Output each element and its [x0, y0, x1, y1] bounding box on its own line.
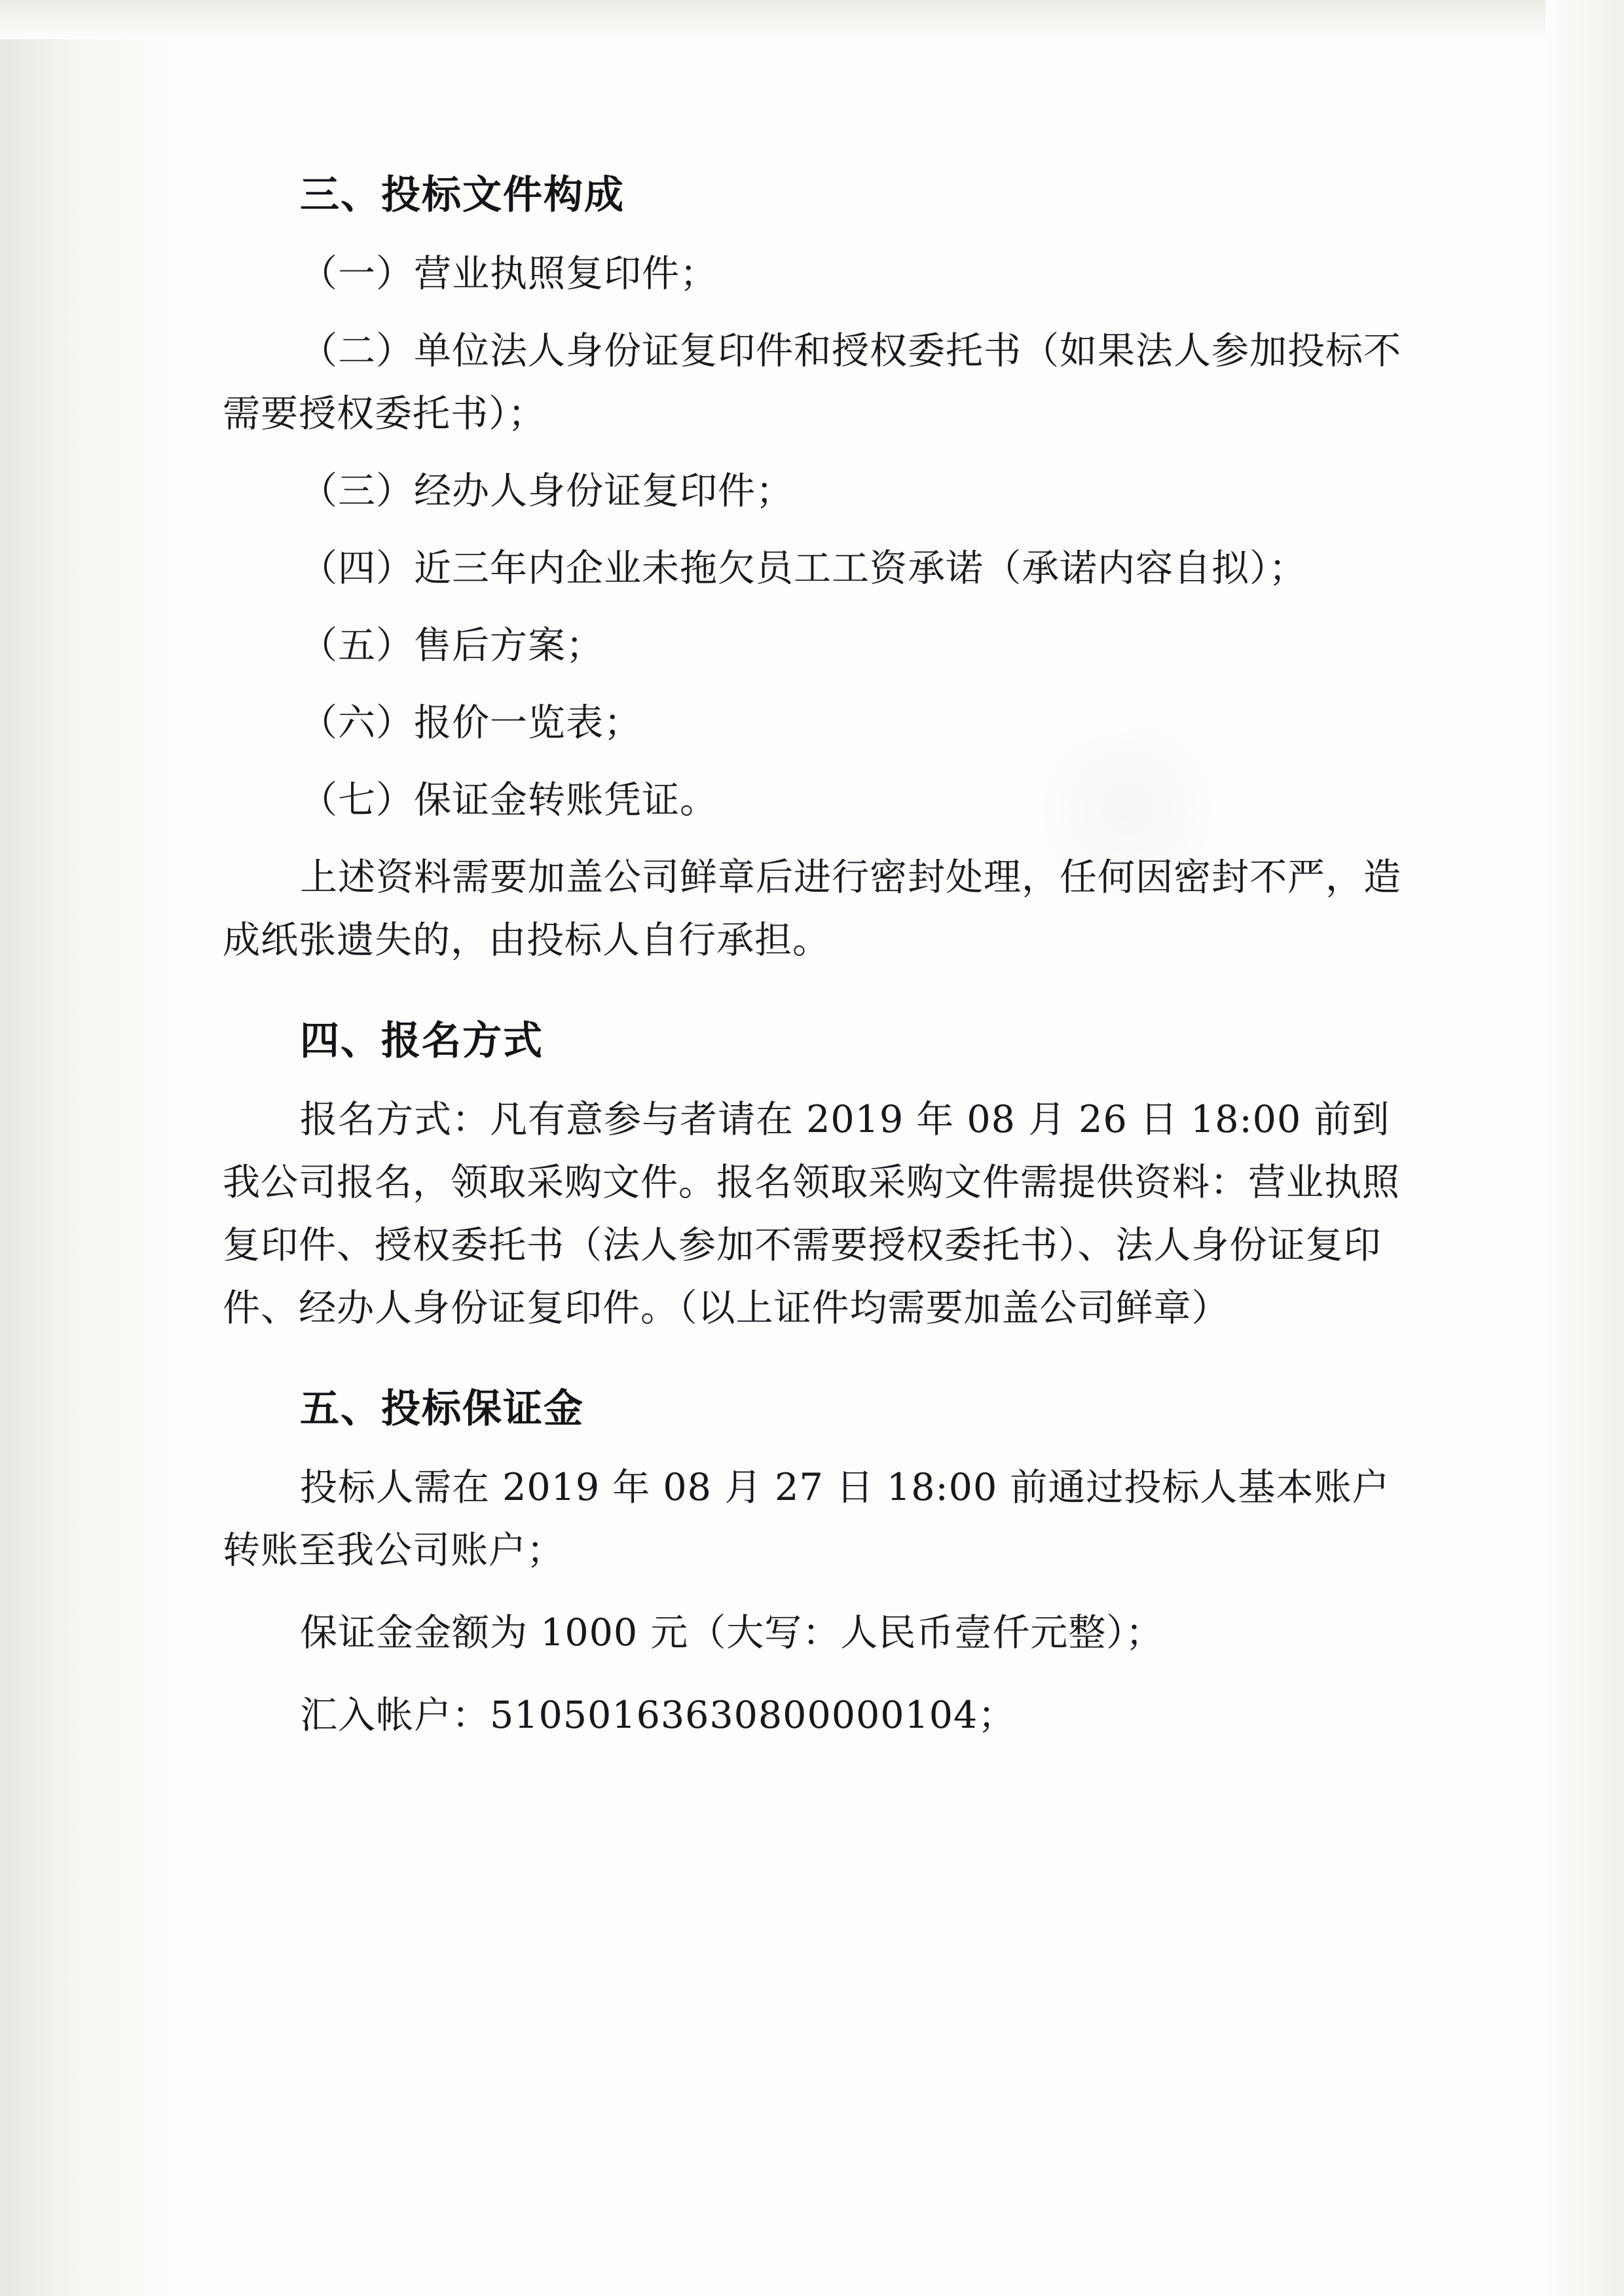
section-4-registration-method: 报名方式：凡有意参与者请在 2019 年 08 月 26 日 18:00 前到我公司报名，领取采购文件。报名领取采购文件需提供资料：营业执照复印件、授权委托书（法人参加不需要授权委托书）、法人身份证复印件、经办人身份证复印件。（以上证件均需要加盖公司鲜章） — [223, 1098, 1400, 1330]
document-body — [223, 164, 1421, 1766]
section-3-item-6: （六）报价一览表； — [300, 701, 642, 744]
section-heading-3: 三、投标文件构成 — [300, 172, 625, 218]
section-heading-5: 五、投标保证金 — [300, 1386, 584, 1432]
section-3-closing-note: 上述资料需要加盖公司鲜章后进行密封处理，任何因密封不严，造成纸张遗失的，由投标人自行承担。 — [223, 856, 1401, 962]
page-top-shadow — [0, 0, 1624, 39]
section-3-item-7: （七）保证金转账凭证。 — [300, 778, 718, 822]
section-5-deadline: 投标人需在 2019 年 08 月 27 日 18:00 前通过投标人基本账户转账至我公司账户； — [223, 1466, 1390, 1572]
section-heading-4: 四、报名方式 — [300, 1018, 544, 1064]
section-3-item-5: （五）售后方案； — [300, 624, 604, 667]
section-3-item-4: （四）近三年内企业未拖欠员工工资承诺（承诺内容自拟）； — [300, 547, 1307, 590]
section-3-item-1: （一）营业执照复印件； — [300, 252, 718, 295]
page-right-shadow — [1545, 0, 1624, 2296]
section-3-item-2: （二）单位法人身份证复印件和授权委托书（如果法人参加投标不需要授权委托书）； — [223, 329, 1401, 435]
section-5-deposit-amount: 保证金金额为 1000 元（大写：人民币壹仟元整）； — [300, 1611, 1164, 1654]
page-left-shadow — [0, 0, 170, 2296]
section-5-bank-account: 汇入帐户：51050163630800000104； — [300, 1694, 1016, 1737]
section-3-item-3: （三）经办人身份证复印件； — [300, 469, 794, 513]
